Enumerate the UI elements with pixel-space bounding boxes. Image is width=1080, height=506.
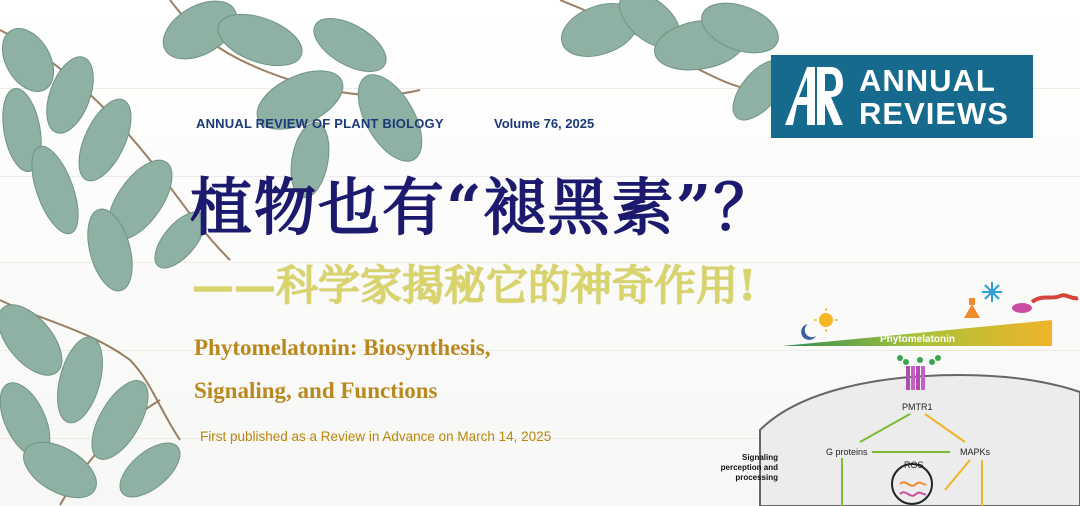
- cell-outline: [760, 375, 1080, 506]
- logo-word-line1: ANNUAL: [859, 63, 996, 98]
- volume-label: Volume 76, 2025: [494, 116, 595, 131]
- side-label-line2: perception and: [720, 463, 778, 472]
- bar-label: Phytomelatonin: [880, 334, 956, 345]
- side-label-line3: processing: [735, 473, 778, 482]
- headline-subtitle: ——科学家揭秘它的神奇作用!: [192, 261, 757, 310]
- node-g-proteins: G proteins: [826, 447, 868, 457]
- publication-info: First published as a Review in Advance on March 14, 2025: [200, 429, 552, 444]
- headline-title: 植物也有“褪黑素”？: [190, 171, 778, 244]
- signaling-diagram: [720, 280, 1080, 506]
- node-ros: ROS: [904, 460, 924, 470]
- node-mapks: MAPKs: [960, 447, 991, 457]
- melatonin-molecules: [897, 355, 941, 365]
- side-label-line1: Signaling: [742, 453, 778, 462]
- logo-word-line2: REVIEWS: [859, 96, 1009, 131]
- bacteria-icon: [1012, 295, 1078, 313]
- english-title-line1: Phytomelatonin: Biosynthesis,: [194, 335, 491, 360]
- annual-reviews-logo[interactable]: [771, 55, 1033, 138]
- snowflake-icon: [982, 282, 1002, 302]
- english-title-line2: Signaling, and Functions: [194, 378, 438, 403]
- journal-name: ANNUAL REVIEW OF PLANT BIOLOGY: [196, 116, 444, 131]
- sun-icon: [814, 308, 838, 332]
- receptor-label: PMTR1: [902, 402, 933, 412]
- annual-reviews-logo-mark: [781, 63, 845, 129]
- moon-icon: [801, 324, 816, 340]
- salt-flask-icon: [964, 298, 980, 318]
